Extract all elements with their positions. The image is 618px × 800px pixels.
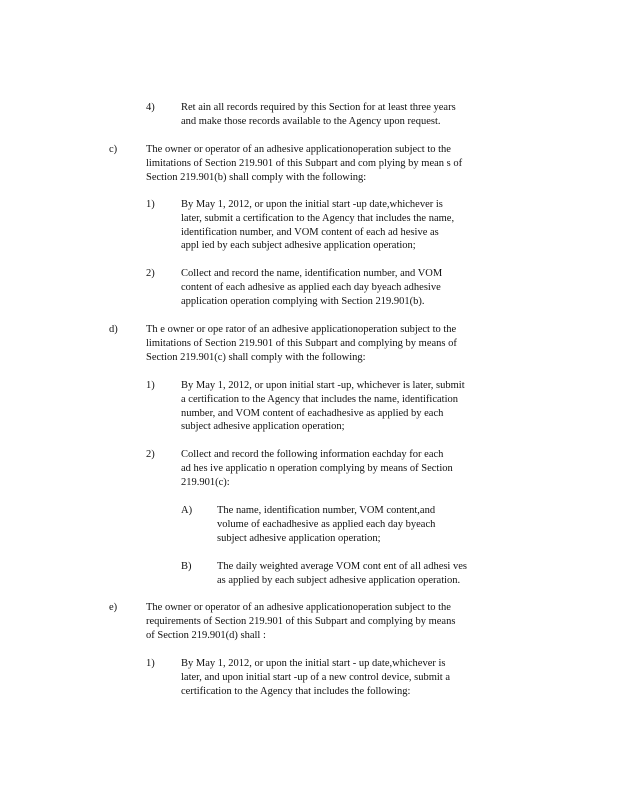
paragraph-text: [146, 143, 502, 184]
text-line: The owner or operator of an adhesive applicationoperation subject to the: [146, 602, 451, 613]
text-line: Section 219.901(b) shall comply with the following:: [146, 171, 367, 183]
paragraph-label: A): [181, 505, 193, 516]
text-line: later, and upon initial start -up of a new control device, submit a: [181, 671, 451, 683]
text-line: of Section 219.901(d) shall :: [146, 629, 266, 641]
text-line: The daily weighted average VOM cont ent of all adhesi ves: [217, 561, 467, 572]
paragraph-text: [181, 101, 490, 129]
paragraph-text: [146, 323, 502, 364]
paragraph-text: [217, 504, 465, 545]
paragraph-label: 1): [146, 199, 155, 210]
paragraph-label: B): [181, 561, 192, 572]
paragraph-text: [217, 560, 492, 588]
paragraph-label: c): [109, 144, 118, 155]
text-line: and make those records available to the Agency upon request.: [181, 115, 441, 127]
paragraph-label: d): [109, 324, 118, 335]
text-line: identification number, and VOM content of each ad hesive as: [181, 226, 439, 238]
paragraph-label: e): [109, 602, 118, 613]
text-line: number, and VOM content of eachadhesive as applied by each: [181, 407, 444, 419]
text-line: By May 1, 2012, or upon the initial start - up date,whichever is: [181, 658, 446, 669]
text-line: Collect and record the following information eachday for each: [181, 449, 444, 460]
text-line: content of each adhesive as applied each day byeach adhesive: [181, 281, 441, 293]
text-line: The name, identification number, VOM content,and: [217, 505, 436, 516]
paragraph-label: 2): [146, 268, 155, 279]
paragraph-label: 1): [146, 380, 155, 391]
paragraph-label: 4): [146, 102, 155, 113]
text-line: Collect and record the name, identification number, and VOM: [181, 268, 443, 279]
paragraph-label: 2): [146, 449, 155, 460]
paragraph-text: [146, 601, 496, 642]
text-line: volume of eachadhesive as applied each day byeach: [217, 518, 436, 530]
text-line: certification to the Agency that includes the following:: [181, 685, 411, 697]
text-line: application operation complying with Section 219.901(b).: [181, 295, 425, 307]
text-line: Ret ain all records required by this Section for at least three years: [181, 102, 456, 113]
paragraph-text: [181, 448, 480, 489]
text-line: 219.901(c):: [181, 476, 230, 488]
paragraph-text: [181, 657, 490, 698]
paragraph-text: [181, 198, 490, 253]
text-line: limitations of Section 219.901 of this Subpart and com plying by mean s of: [146, 157, 463, 169]
text-line: The owner or operator of an adhesive applicationoperation subject to the: [146, 144, 451, 155]
text-line: Th e owner or ope rator of an adhesive applicationoperation subject to the: [146, 324, 457, 335]
text-line: limitations of Section 219.901 of this Subpart and complying by means of: [146, 337, 457, 349]
text-line: Section 219.901(c) shall comply with the following:: [146, 351, 366, 363]
text-line: a certification to the Agency that includes the name, identification: [181, 393, 458, 405]
text-line: requirements of Section 219.901 of this Subpart and complying by means: [146, 615, 456, 627]
text-line: later, submit a certification to the Agency that includes the name,: [181, 212, 455, 224]
text-line: By May 1, 2012, or upon the initial start -up date,whichever is: [181, 199, 443, 210]
text-line: appl ied by each subject adhesive application operation;: [181, 240, 416, 252]
text-line: ad hes ive applicatio n operation complying by means of Section: [181, 462, 453, 474]
paragraph-text: [181, 379, 499, 434]
text-line: as applied by each subject adhesive application operation.: [217, 574, 461, 586]
text-line: subject adhesive application operation;: [217, 532, 381, 544]
paragraph-label: 1): [146, 658, 155, 669]
text-line: By May 1, 2012, or upon initial start -up, whichever is later, submit: [181, 380, 465, 391]
text-line: subject adhesive application operation;: [181, 421, 345, 433]
paragraph-text: [181, 267, 490, 308]
